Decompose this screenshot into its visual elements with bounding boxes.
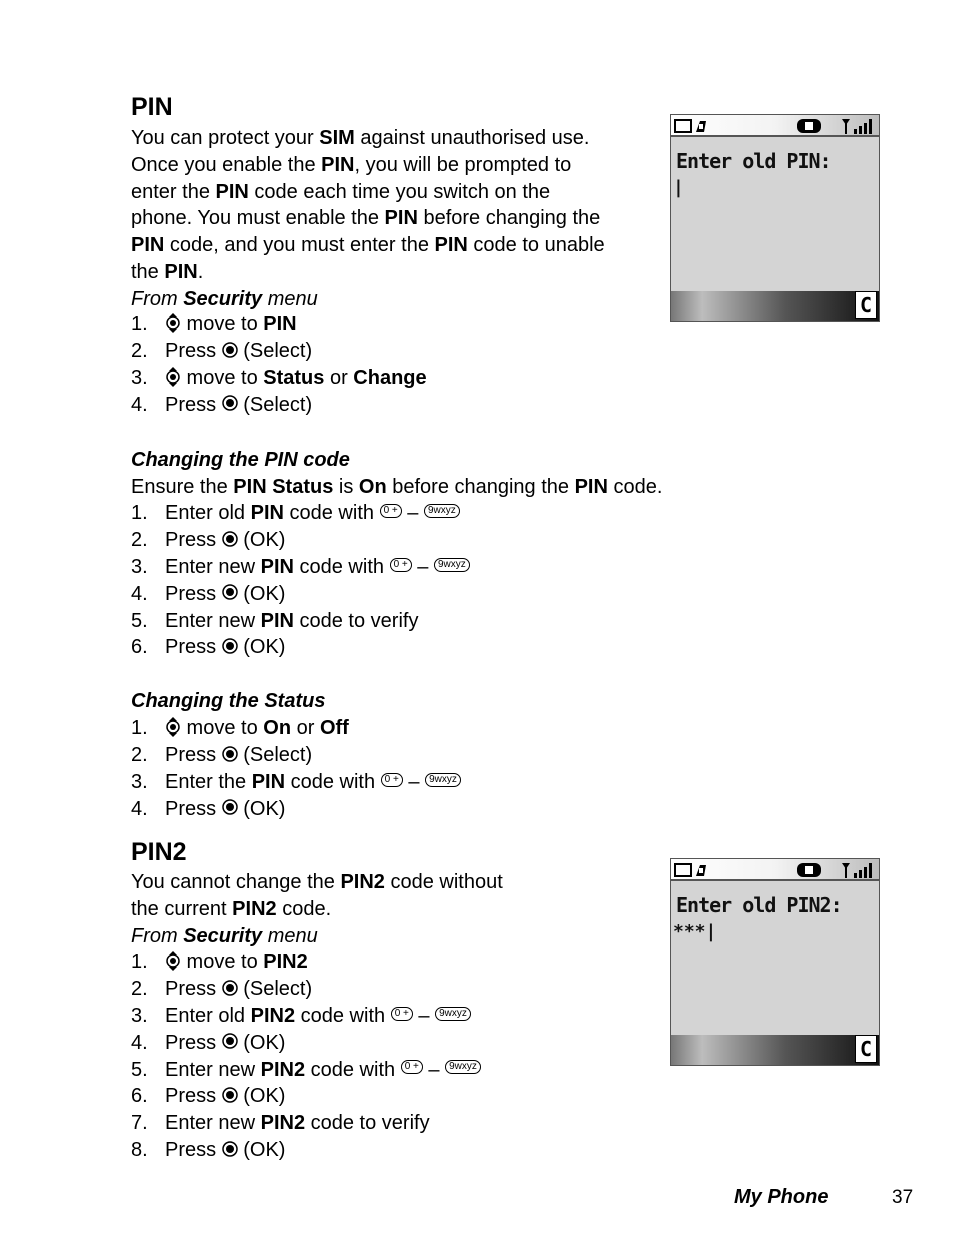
select-key-icon <box>222 980 238 996</box>
text-run: – <box>412 1004 436 1027</box>
step-number: 5. <box>131 609 148 632</box>
step-item <box>131 311 427 338</box>
key-0-icon: 0 + <box>401 1060 423 1074</box>
bold-text: PIN <box>251 770 286 793</box>
bold-text: PIN <box>260 555 294 578</box>
pin2-phone-screen <box>670 858 880 1066</box>
clear-key[interactable]: C <box>855 291 877 319</box>
bold-text: On <box>358 475 387 498</box>
key-9-icon: 9wxyz <box>435 1007 471 1021</box>
nav-key-icon <box>165 951 181 971</box>
text-run: the current <box>131 897 233 920</box>
key-9-icon: 9wxyz <box>424 504 460 518</box>
step-item <box>131 1030 481 1057</box>
step-item <box>131 1083 481 1110</box>
step-item <box>131 949 481 976</box>
footer-section-title: My Phone <box>734 1186 829 1208</box>
pin2-intro <box>131 869 503 949</box>
text-run: before changing the <box>386 475 575 498</box>
change-status-steps <box>131 715 461 823</box>
text-run: Enter new <box>165 1112 261 1135</box>
text-run: Once you enable the <box>131 153 322 176</box>
text-run: Enter the <box>165 770 252 793</box>
change-status-heading: Changing the Status <box>131 690 326 712</box>
bold-text: PIN2 <box>340 871 385 893</box>
text-line <box>131 869 503 896</box>
select-key-icon <box>222 1087 238 1103</box>
pin-intro-lines <box>131 125 605 286</box>
step-number: 2. <box>131 339 148 362</box>
text-run: (OK) <box>237 528 286 551</box>
text-run: before changing the <box>417 207 601 230</box>
bold-text: Status <box>263 366 325 389</box>
bold-text: PIN <box>384 207 418 230</box>
status-bar <box>671 115 879 137</box>
text-run: move to <box>181 366 264 389</box>
text-run: (Select) <box>237 393 313 416</box>
text-run: From <box>131 287 184 310</box>
text-run: Press <box>165 743 222 766</box>
bold-text: Security <box>183 287 263 310</box>
text-run: Enter new <box>165 555 261 578</box>
text-line <box>131 896 503 923</box>
step-item <box>131 338 427 365</box>
text-run: (OK) <box>237 1139 286 1162</box>
text-run: (OK) <box>237 582 286 605</box>
step-item <box>131 1057 481 1084</box>
pin-heading: PIN <box>131 93 173 121</box>
key-0-icon: 0 + <box>380 504 402 518</box>
text-run: the <box>131 260 165 283</box>
step-item <box>131 554 470 581</box>
text-run: – <box>401 502 424 524</box>
key-0-icon: 0 + <box>391 1007 413 1021</box>
step-number: 1. <box>131 717 148 739</box>
status-bar <box>671 859 879 881</box>
signal-icon <box>841 117 877 135</box>
bold-text: PIN2 <box>263 951 308 973</box>
change-code-steps <box>131 500 470 661</box>
text-run: Press <box>165 582 222 605</box>
text-line <box>131 152 605 179</box>
text-run: – <box>402 770 426 793</box>
text-run: code to verify <box>305 1112 430 1135</box>
text-run: Ensure the <box>131 475 234 498</box>
text-run: Enter new <box>165 1058 261 1081</box>
step-number: 5. <box>131 1058 148 1081</box>
step-number: 8. <box>131 1139 148 1162</box>
text-run: Press <box>165 797 222 820</box>
text-run: against unauthorised use. <box>354 127 590 149</box>
text-run: menu <box>262 924 318 947</box>
select-key-icon <box>222 395 238 411</box>
screen-prompt: Enter old PIN2: <box>676 893 842 917</box>
bold-text: PIN2 <box>260 1058 306 1081</box>
step-item <box>131 796 461 823</box>
bold-text: PIN Status <box>233 475 334 498</box>
text-run: Press <box>165 636 222 659</box>
text-line <box>131 232 605 259</box>
text-run: Press <box>165 977 222 1000</box>
bold-text: Change <box>353 366 427 389</box>
step-item <box>131 365 427 392</box>
clear-key[interactable]: C <box>855 1035 877 1063</box>
step-item <box>131 527 470 554</box>
bold-text: Off <box>319 717 349 739</box>
select-key-icon <box>222 342 238 358</box>
key-9-icon: 9wxyz <box>425 773 461 787</box>
text-run: menu <box>262 287 318 310</box>
text-run: (OK) <box>237 1031 286 1054</box>
soft-key-bar <box>671 291 879 321</box>
text-run: Press <box>165 1085 222 1108</box>
step-number: 4. <box>131 582 148 605</box>
bold-text: PIN <box>434 234 468 257</box>
message-icon <box>674 117 716 135</box>
text-run: – <box>422 1058 446 1081</box>
step-number: 3. <box>131 770 148 793</box>
text-run: move to <box>181 313 264 335</box>
text-run: code with <box>305 1058 401 1081</box>
step-number: 7. <box>131 1112 148 1135</box>
text-run: code, and you must enter the <box>164 234 435 257</box>
step-number: 4. <box>131 1031 148 1054</box>
screen-prompt: Enter old PIN: <box>676 149 831 173</box>
change-code-heading: Changing the PIN code <box>131 449 350 471</box>
bold-text: PIN2 <box>260 1112 306 1135</box>
step-number: 2. <box>131 977 148 1000</box>
text-run: Enter old <box>165 1004 251 1027</box>
select-key-icon <box>222 531 238 547</box>
step-number: 1. <box>131 502 148 524</box>
page-number: 37 <box>892 1187 914 1208</box>
text-run: (OK) <box>237 1085 286 1108</box>
text-run: code with <box>283 502 380 524</box>
step-item <box>131 392 427 419</box>
pin2-intro-lines <box>131 869 503 923</box>
text-run: Press <box>165 1139 222 1162</box>
change-code-ensure <box>131 474 662 501</box>
text-run: or <box>324 366 354 389</box>
step-number: 1. <box>131 951 148 973</box>
pin-from-menu <box>131 286 605 313</box>
pin-phone-screen <box>670 114 880 322</box>
signal-icon <box>841 861 877 879</box>
text-run: (Select) <box>237 339 313 362</box>
text-run: move to <box>181 951 264 973</box>
nav-key-icon <box>165 313 181 333</box>
text-run: Press <box>165 528 222 551</box>
pin-intro <box>131 125 605 313</box>
pin2-from-menu <box>131 923 503 950</box>
step-number: 6. <box>131 1085 148 1108</box>
text-run: Press <box>165 339 222 362</box>
screen-entry: ***| <box>673 921 717 942</box>
nav-key-icon <box>165 717 181 737</box>
text-run: code. <box>607 475 663 498</box>
vibrate-icon <box>795 117 825 135</box>
text-run: You can protect your <box>131 127 320 149</box>
soft-key-bar <box>671 1035 879 1065</box>
bold-text: On <box>263 717 292 739</box>
step-number: 4. <box>131 393 148 416</box>
text-run: Press <box>165 393 222 416</box>
text-run: . <box>197 260 204 283</box>
bold-text: PIN <box>164 260 198 283</box>
text-run: code each time you switch on the <box>248 180 551 203</box>
pin-steps <box>131 311 427 419</box>
step-number: 4. <box>131 797 148 820</box>
step-item <box>131 715 461 742</box>
text-run: You cannot change the <box>131 871 341 893</box>
text-run: (Select) <box>237 977 313 1000</box>
step-number: 1. <box>131 313 148 335</box>
step-number: 2. <box>131 528 148 551</box>
change-code-section <box>131 447 662 501</box>
select-key-icon <box>222 746 238 762</box>
step-number: 2. <box>131 743 148 766</box>
screen-entry: | <box>673 177 684 198</box>
text-line <box>131 125 605 152</box>
step-number: 6. <box>131 636 148 659</box>
text-run: move to <box>181 717 264 739</box>
text-line <box>131 259 605 286</box>
text-run: code. <box>276 897 332 920</box>
bold-text: PIN <box>260 609 294 632</box>
text-run: code to verify <box>293 609 419 632</box>
step-item <box>131 500 470 527</box>
text-run: Enter old <box>165 502 251 524</box>
key-0-icon: 0 + <box>390 558 412 572</box>
vibrate-icon <box>795 861 825 879</box>
step-item <box>131 634 470 661</box>
key-0-icon: 0 + <box>381 773 403 787</box>
bold-text: Security <box>183 924 263 947</box>
step-item <box>131 1003 481 1030</box>
text-run: , you will be prompted to <box>354 153 572 176</box>
message-icon <box>674 861 716 879</box>
text-run: (Select) <box>237 743 313 766</box>
text-run: phone. You must enable the <box>131 207 385 230</box>
select-key-icon <box>222 584 238 600</box>
text-run: (OK) <box>237 636 286 659</box>
key-9-icon: 9wxyz <box>434 558 470 572</box>
bold-text: PIN <box>215 180 249 203</box>
step-item <box>131 742 461 769</box>
text-run: code without <box>384 871 503 893</box>
step-item <box>131 1137 481 1164</box>
text-line <box>131 179 605 206</box>
text-run: or <box>291 717 320 739</box>
select-key-icon <box>222 1141 238 1157</box>
select-key-icon <box>222 799 238 815</box>
pin2-heading: PIN2 <box>131 838 187 866</box>
step-item <box>131 1110 481 1137</box>
text-run: code with <box>285 770 381 793</box>
bold-text: PIN <box>250 502 284 524</box>
step-item <box>131 581 470 608</box>
pin2-steps <box>131 949 481 1164</box>
text-run: code with <box>295 1004 391 1027</box>
bold-text: PIN <box>321 153 355 176</box>
change-status-section <box>131 688 325 715</box>
text-line <box>131 205 605 232</box>
step-number: 3. <box>131 555 148 578</box>
bold-text: PIN <box>131 234 165 257</box>
text-run: enter the <box>131 180 216 203</box>
text-run: (OK) <box>237 797 286 820</box>
step-number: 3. <box>131 366 148 389</box>
text-run: – <box>411 555 434 578</box>
text-run: code with <box>293 555 390 578</box>
step-item <box>131 769 461 796</box>
step-item <box>131 976 481 1003</box>
bold-text: PIN <box>574 475 608 498</box>
text-run: From <box>131 924 184 947</box>
step-number: 3. <box>131 1004 148 1027</box>
text-run: code to unable <box>467 234 605 257</box>
text-run: is <box>333 475 359 498</box>
select-key-icon <box>222 638 238 654</box>
text-run: Press <box>165 1031 222 1054</box>
step-item <box>131 608 470 635</box>
key-9-icon: 9wxyz <box>445 1060 481 1074</box>
bold-text: PIN2 <box>232 897 277 920</box>
bold-text: SIM <box>319 127 355 149</box>
bold-text: PIN2 <box>250 1004 296 1027</box>
select-key-icon <box>222 1033 238 1049</box>
bold-text: PIN <box>263 313 297 335</box>
nav-key-icon <box>165 367 181 387</box>
text-run: Enter new <box>165 609 261 632</box>
